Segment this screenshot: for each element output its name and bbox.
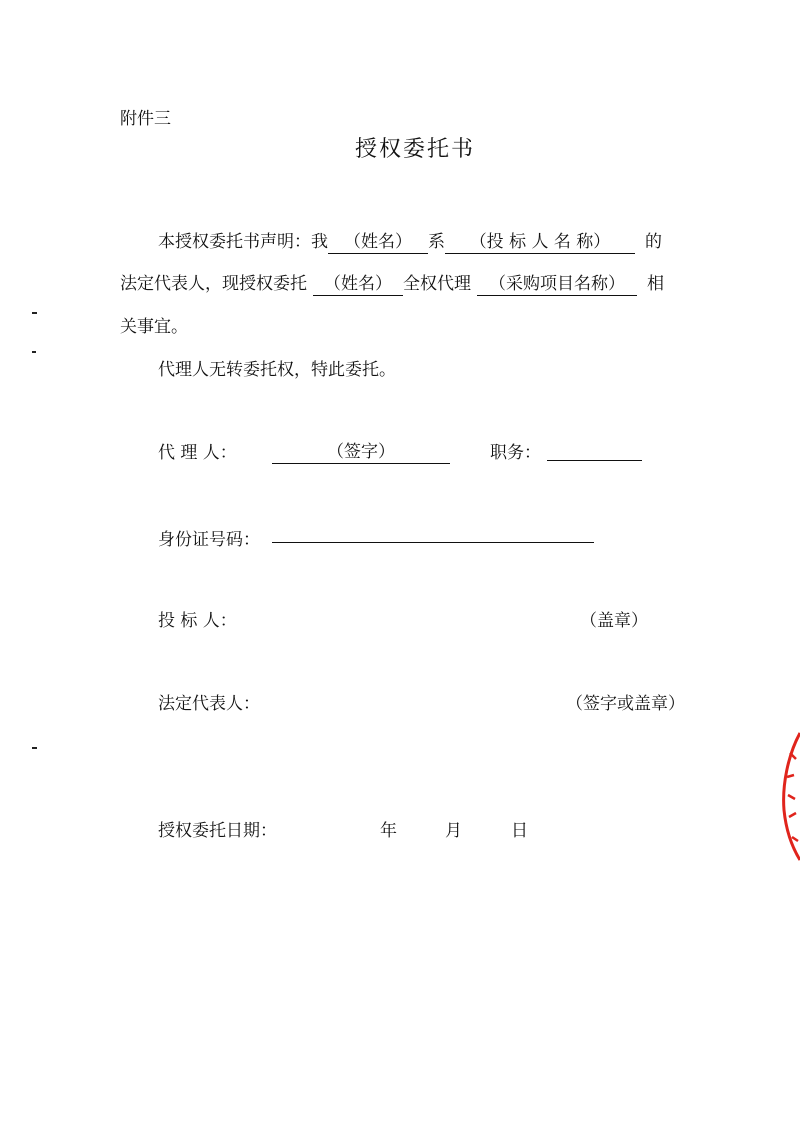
authorization-date-label: 授权委托日期： — [158, 821, 277, 841]
scan-mark — [32, 747, 37, 749]
id-number-field — [272, 542, 594, 543]
red-seal-fragment-icon — [760, 725, 800, 865]
attachment-label: 附件三 — [120, 109, 171, 129]
statement-suffix: 的 — [645, 232, 662, 252]
statement-mid-2: 全权代理 — [403, 274, 471, 294]
statement-prefix: 本授权委托书声明：我 — [158, 232, 328, 252]
agent-name-field: （姓名） — [313, 273, 403, 296]
scan-mark — [32, 351, 36, 353]
statement-line-2 — [120, 273, 664, 296]
statement-line-3: 关事宜。 — [120, 317, 188, 337]
statement-mid: 系 — [428, 232, 445, 252]
bidder-seal-note: （盖章） — [580, 611, 648, 631]
scan-mark — [32, 312, 37, 314]
legal-rep-label: 法定代表人： — [158, 694, 260, 714]
legal-rep-note: （签字或盖章） — [566, 694, 685, 714]
bidder-label: 投 标 人： — [158, 611, 237, 631]
id-number-label: 身份证号码： — [158, 530, 260, 550]
date-year: 年 — [380, 821, 397, 841]
statement-line-1 — [158, 231, 662, 254]
statement-suffix-2: 相 — [647, 274, 664, 294]
date-month: 月 — [445, 821, 462, 841]
principal-name-field: （姓名） — [328, 231, 428, 254]
date-day: 日 — [511, 821, 528, 841]
agent-label: 代 理 人： — [158, 443, 237, 463]
no-subdelegation-statement: 代理人无转委托权，特此委托。 — [158, 360, 396, 380]
position-label: 职务： — [490, 443, 541, 463]
position-field — [547, 460, 642, 461]
project-name-field: （采购项目名称） — [477, 273, 637, 296]
bidder-name-field: （投 标 人 名 称） — [445, 231, 635, 254]
statement-prefix-2: 法定代表人，现授权委托 — [120, 274, 307, 294]
agent-signature-field: （签字） — [272, 441, 450, 464]
document-title: 授权委托书 — [355, 137, 476, 162]
